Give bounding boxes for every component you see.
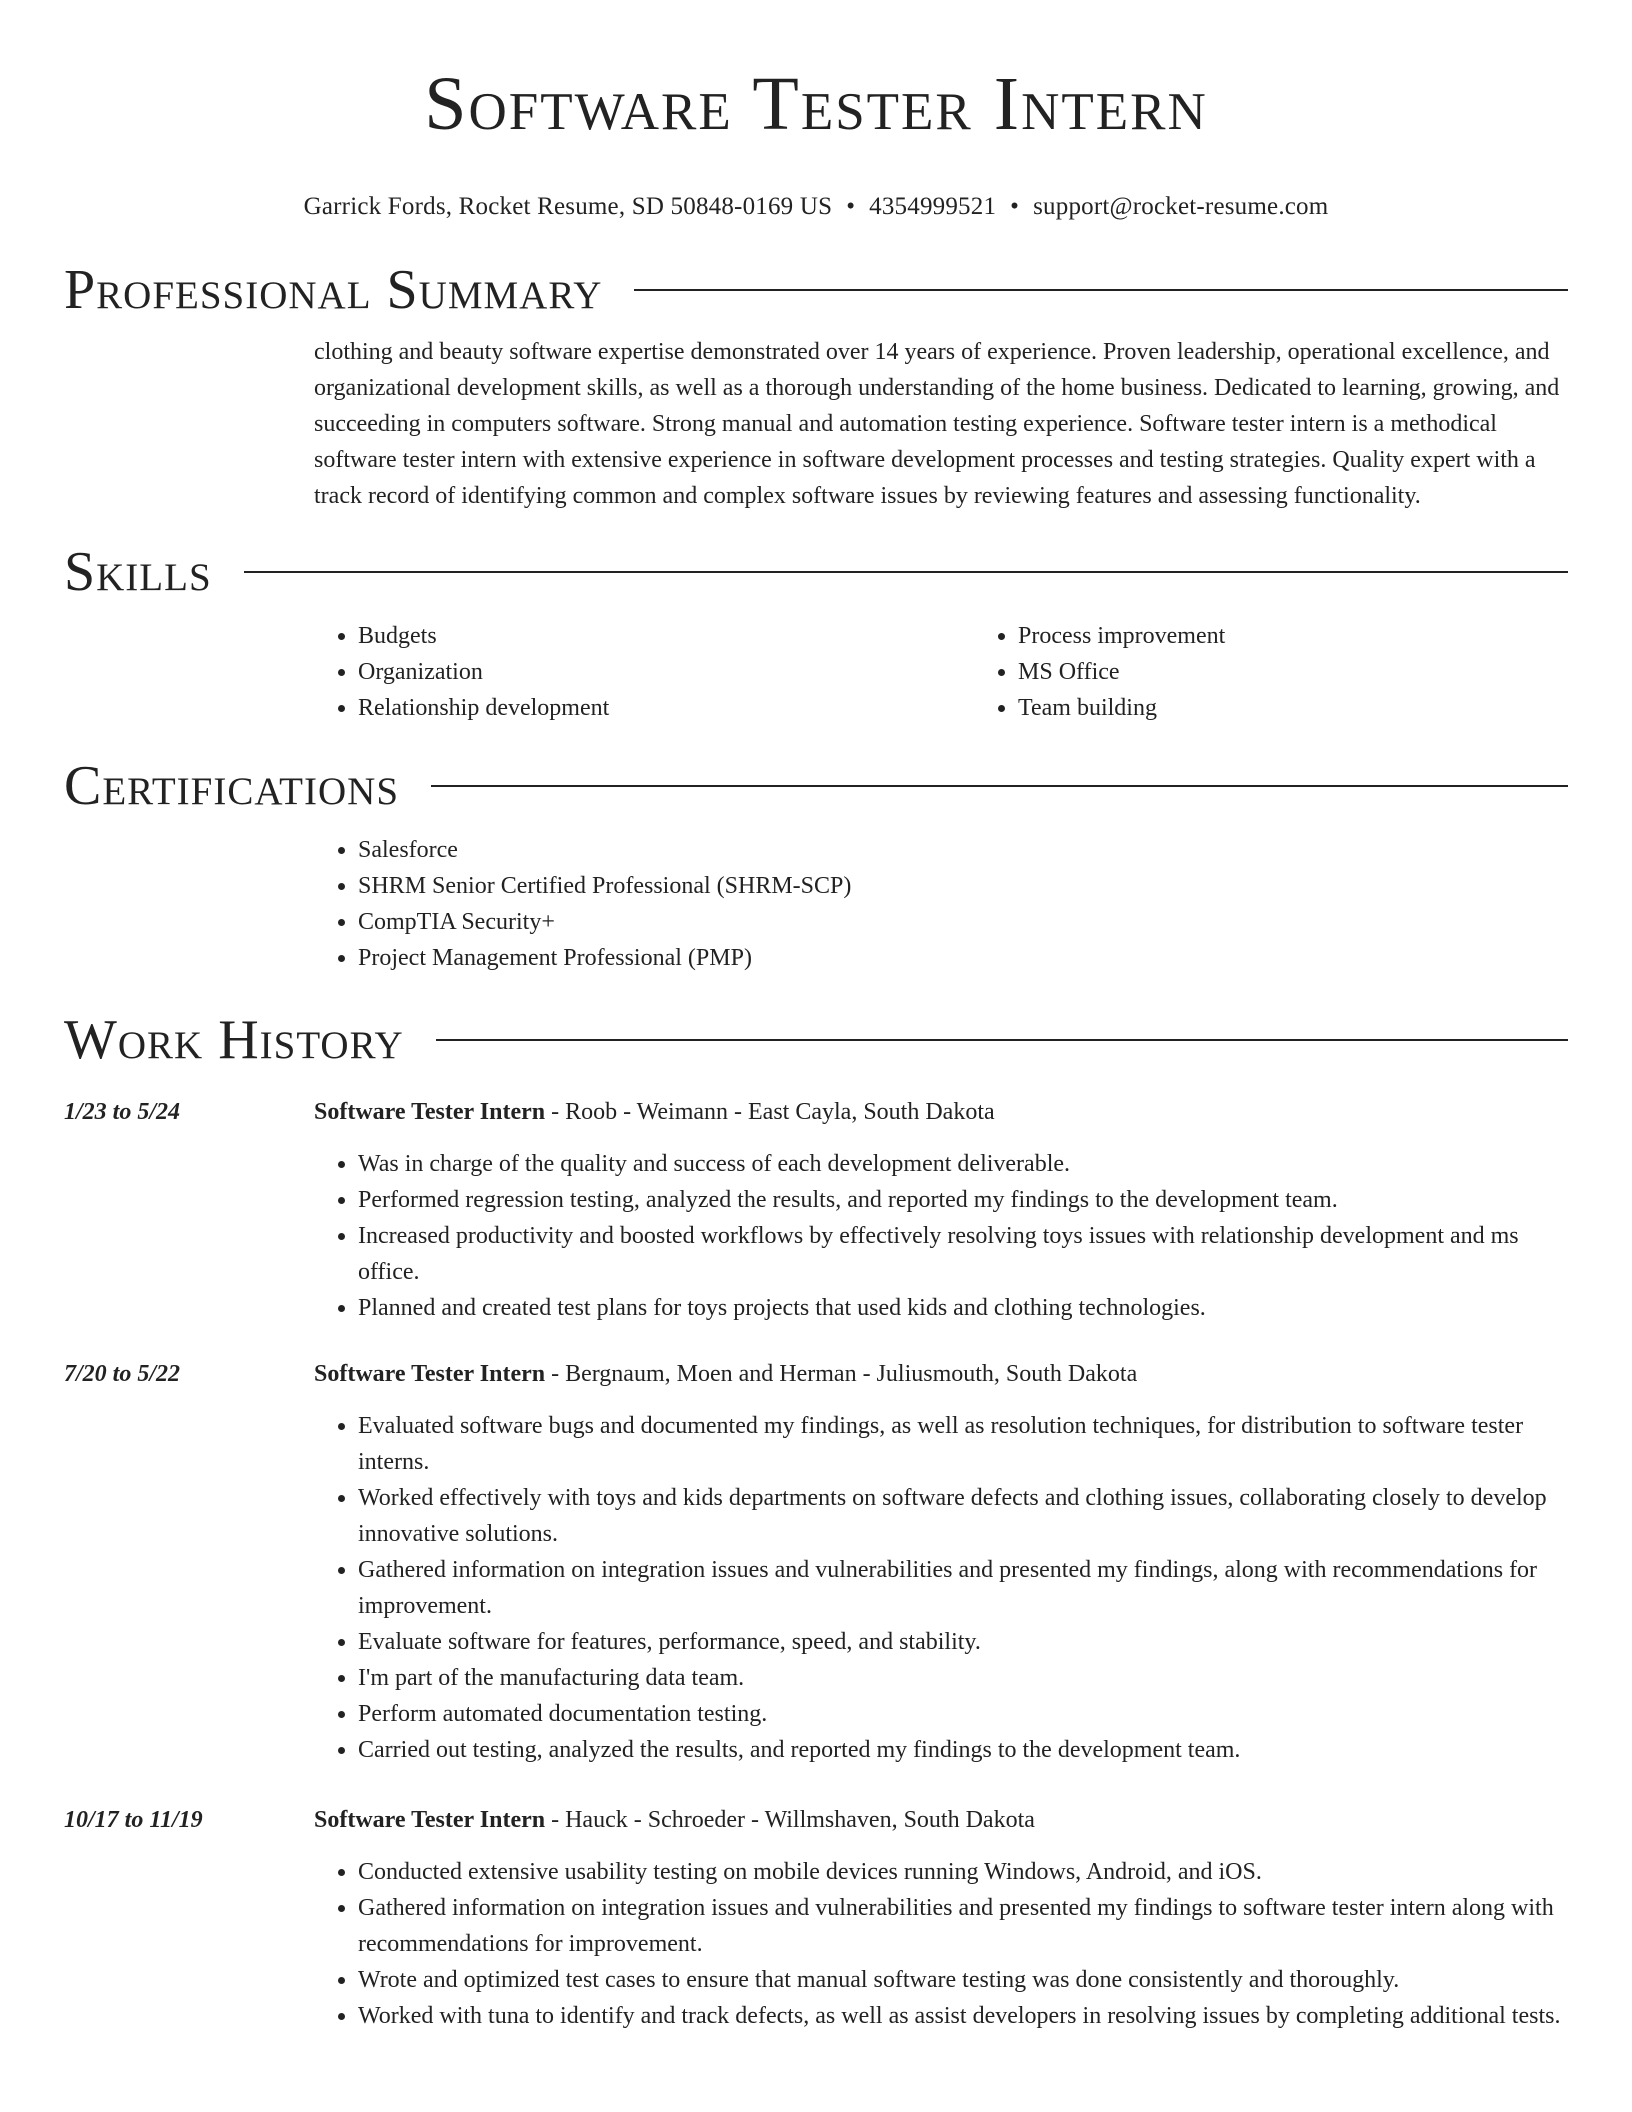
job-entry: [64, 1802, 1568, 2034]
job-bullet: • Planned and created test plans for toys projects that used kids and clothing technologies.: [358, 1290, 1568, 1326]
section-divider: [436, 1039, 1568, 1041]
certification-item: • Salesforce: [358, 832, 1568, 868]
certification-item: • CompTIA Security+: [358, 904, 1568, 940]
job-bullet: • Increased productivity and boosted workflows by effectively resolving toys issues with relationship development and ms office.: [358, 1218, 1568, 1290]
contact-address: Garrick Fords, Rocket Resume, SD 50848-0169 US: [303, 193, 833, 220]
skills-section-header: [64, 540, 1568, 604]
job-bullet: • Evaluate software for features, performance, speed, and stability.: [358, 1624, 1568, 1660]
job-bullet: • Gathered information on integration issues and vulnerabilities and presented my findings to software tester intern along with recommendations for improvement.: [358, 1890, 1568, 1962]
summary-section-header: [64, 258, 1568, 322]
contact-phone: 4354999521: [869, 193, 997, 220]
job-entry: [64, 1356, 1568, 1768]
section-divider: [244, 571, 1568, 573]
job-bullet: • Performed regression testing, analyzed the results, and reported my findings to the development team.: [358, 1182, 1568, 1218]
skills-list: [314, 618, 1568, 726]
skills-column-left: [314, 618, 974, 726]
job-heading: [314, 1356, 1568, 1392]
skills-column-right: [974, 618, 1568, 726]
job-bullets: [314, 1408, 1568, 1768]
job-bullet: • Gathered information on integration issues and vulnerabilities and presented my findings, along with recommendations for improvement.: [358, 1552, 1568, 1624]
job-employer: - Roob - Weimann - East Cayla, South Dakota: [545, 1099, 995, 1125]
section-divider: [634, 289, 1568, 291]
job-entry: [64, 1094, 1568, 1326]
certifications-list: [314, 832, 1568, 976]
job-bullet: • Wrote and optimized test cases to ensure that manual software testing was done consistently and thoroughly.: [358, 1962, 1568, 1998]
certification-item: • SHRM Senior Certified Professional (SHRM-SCP): [358, 868, 1568, 904]
job-role: Software Tester Intern: [314, 1361, 546, 1387]
job-heading: [314, 1802, 1568, 1838]
job-bullet: • Worked effectively with toys and kids departments on software defects and clothing issues, collaborating closely to develop innovative solutions.: [358, 1480, 1568, 1552]
contact-separator: •: [846, 193, 856, 220]
job-bullet: • Worked with tuna to identify and track defects, as well as assist developers in resolving issues by completing additional tests.: [358, 1998, 1568, 2034]
skill-item: • Organization: [358, 654, 974, 690]
contact-email[interactable]: support@rocket-resume.com: [1033, 193, 1329, 220]
job-bullet: • Was in charge of the quality and success of each development deliverable.: [358, 1146, 1568, 1182]
job-role: Software Tester Intern: [314, 1099, 546, 1125]
skills-heading: Skills: [64, 541, 212, 603]
certifications-heading: Certifications: [64, 755, 400, 817]
job-bullet: • I'm part of the manufacturing data team.: [358, 1660, 1568, 1696]
summary-text: clothing and beauty software expertise demonstrated over 14 years of experience. Proven leadership, operational excellence, and organizational development skills, as well as a thorough understanding of the home business. Dedicated to learning, growing, and succeeding in computers software. Strong manual and automation testing experience. Software tester intern is a methodical software tester intern with extensive experience in software development processes and testing strategies. Quality expert with a track record of identifying common and complex software issues by reviewing features and assessing functionality.: [314, 339, 1560, 509]
job-heading: [314, 1094, 1568, 1130]
work-history-heading: Work History: [64, 1009, 404, 1071]
skill-item: • MS Office: [1018, 654, 1568, 690]
skill-item: • Relationship development: [358, 690, 974, 726]
job-employer: - Hauck - Schroeder - Willmshaven, South Dakota: [545, 1807, 1035, 1833]
resume-title: Software Tester Intern: [424, 62, 1208, 146]
job-dates: 7/20 to 5/22: [64, 1361, 181, 1387]
job-bullets: [314, 1146, 1568, 1326]
job-bullet: • Carried out testing, analyzed the results, and reported my findings to the development team.: [358, 1732, 1568, 1768]
work-history-section-header: [64, 1008, 1568, 1072]
job-dates: 1/23 to 5/24: [64, 1099, 181, 1125]
section-divider: [431, 785, 1568, 787]
contact-separator: •: [1010, 193, 1020, 220]
job-dates: 10/17 to 11/19: [64, 1807, 203, 1833]
job-bullet: • Perform automated documentation testing.: [358, 1696, 1568, 1732]
summary-heading: Professional Summary: [64, 259, 603, 321]
contact-line: [0, 192, 1632, 222]
job-bullet: • Conducted extensive usability testing on mobile devices running Windows, Android, and iOS.: [358, 1854, 1568, 1890]
job-bullets: [314, 1854, 1568, 2034]
skill-item: • Budgets: [358, 618, 974, 654]
skill-item: • Team building: [1018, 690, 1568, 726]
job-role: Software Tester Intern: [314, 1807, 546, 1833]
skill-item: • Process improvement: [1018, 618, 1568, 654]
job-bullet: • Evaluated software bugs and documented my findings, as well as resolution techniques, for distribution to software tester interns.: [358, 1408, 1568, 1480]
certifications-section-header: [64, 754, 1568, 818]
job-employer: - Bergnaum, Moen and Herman - Juliusmouth, South Dakota: [545, 1361, 1138, 1387]
certification-item: • Project Management Professional (PMP): [358, 940, 1568, 976]
